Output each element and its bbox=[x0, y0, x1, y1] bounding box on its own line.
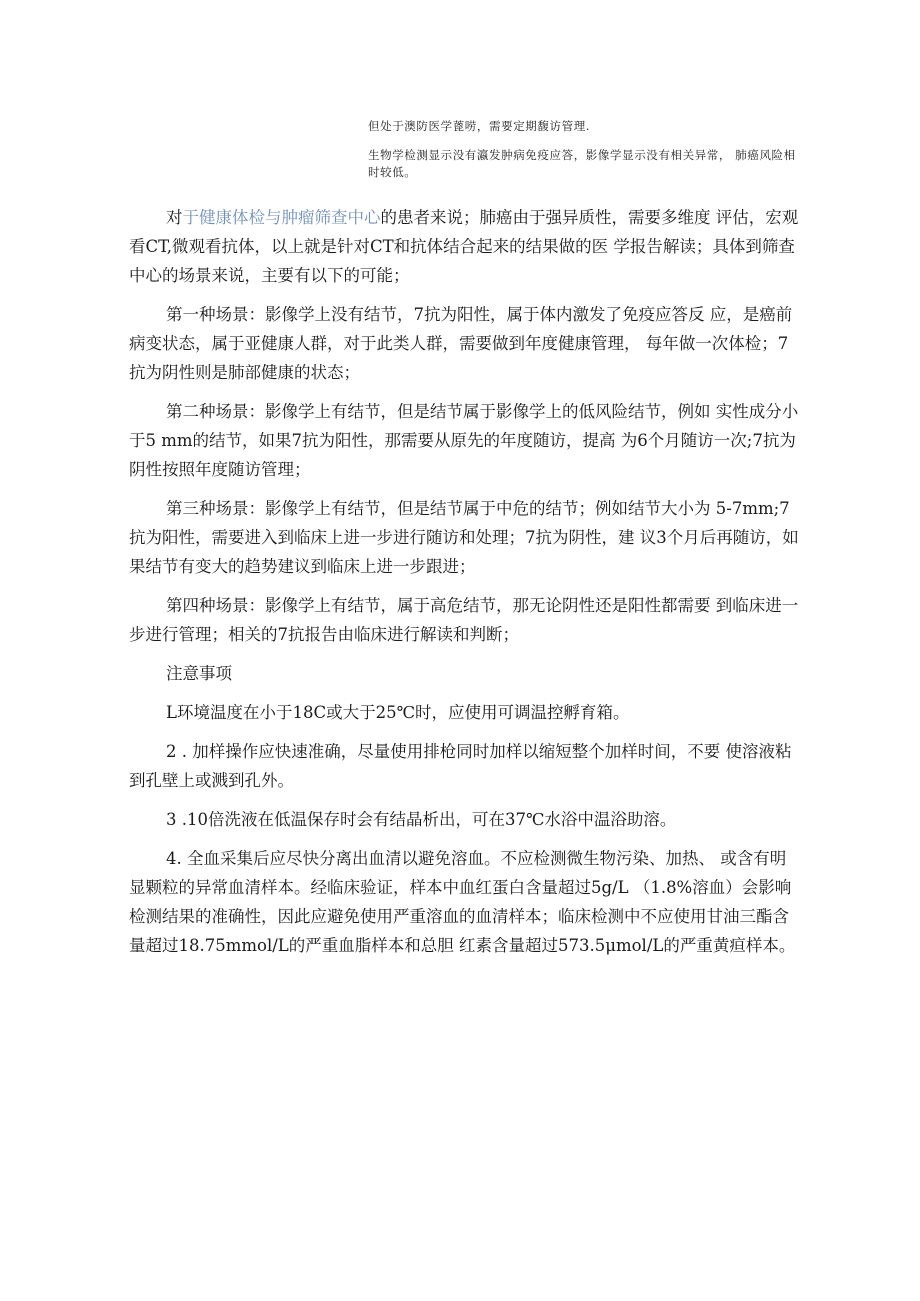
scenario-3-paragraph: 第三种场景：影像学上有结节，但是结节属于中危的结节；例如结节大小为 5-7mm;7抗为阳性，需要进入到临床上进一步进行随访和处理；7抗为阴性，建 议3个月后再随访，如果结节有变大的趋势建议到临床上进一步跟进； bbox=[129, 499, 799, 576]
scenario-1-paragraph: 第一种场景：影像学上没有结节，7抗为阳性，属于体内激发了免疫应答反 应，是癌前病变状态，属于亚健康人群，对于此类人群，需要做到年度健康管理， 每年做一次体检；7抗为阴性则是肺部健康的状态； bbox=[129, 305, 793, 382]
notes-heading: 注意事项 bbox=[166, 664, 232, 683]
table-fragment bbox=[368, 118, 798, 193]
note-item-1: L环境温度在小于18C或大于25℃时，应使用可调温控孵育箱。 bbox=[166, 703, 630, 722]
scenario-4-paragraph: 第四种场景：影像学上有结节，属于高危结节，那无论阴性还是阳性都需要 到临床进一步进行管理；相关的7抗报告由临床进行解读和判断； bbox=[129, 596, 799, 644]
intro-paragraph bbox=[129, 203, 799, 290]
note-item-2: 2 . 加样操作应快速准确，尽量使用排枪同时加样以缩短整个加样时间，不要 使溶液粘到孔壁上或溅到孔外。 bbox=[129, 742, 792, 790]
main-content bbox=[129, 203, 799, 970]
screening-center-link[interactable]: 于健康体检与肿瘤筛查中心 bbox=[182, 208, 381, 227]
note-item-4: 4. 全血采集后应尽快分离出血清以避免溶血。不应检测微生物污染、加热、 或含有明显颗粒的异常血清样本。经临床验证，样本中血红蛋白含量超过5g/L （1.8%溶血）会影响检测结果的准确性，因此应避免使用严重溶血的血清样本；临床检测中不应使用甘油三酯含量超过18.75mmol/L的严重血脂样本和总胆 红素含量超过573.5μmol/L的严重黄疸样本。 bbox=[129, 849, 796, 955]
table-fragment-line-2: 生物学检测显示没有瀛发肿病免疫应答，影像学显示没有相关异常， 肺癌风险相时较低。 bbox=[368, 148, 796, 179]
scenario-2-paragraph: 第二种场景：影像学上有结节，但是结节属于影像学上的低风险结节，例如 实性成分小于5 mm的结节，如果7抗为阳性，那需要从原先的年度随访，提高 为6个月随访一次;7抗为阴性按照年度随访管理； bbox=[129, 402, 799, 479]
intro-suffix: 的患者来说；肺癌由于强异质性，需要多维度 评估，宏观看CT,微观看抗体，以上就是针对CT和抗体结合起来的结果做的医 学报告解读；具体到筛查中心的场景来说，主要有以下的可能； bbox=[129, 208, 799, 285]
note-item-3: 3 .10倍洗液在低温保存时会有结晶析出，可在37℃水浴中温浴助溶。 bbox=[166, 810, 677, 829]
intro-prefix: 对 bbox=[166, 208, 183, 227]
table-fragment-line-1: 但处于澳防医学蓖唠，需要定期馥访管理. bbox=[368, 119, 591, 133]
